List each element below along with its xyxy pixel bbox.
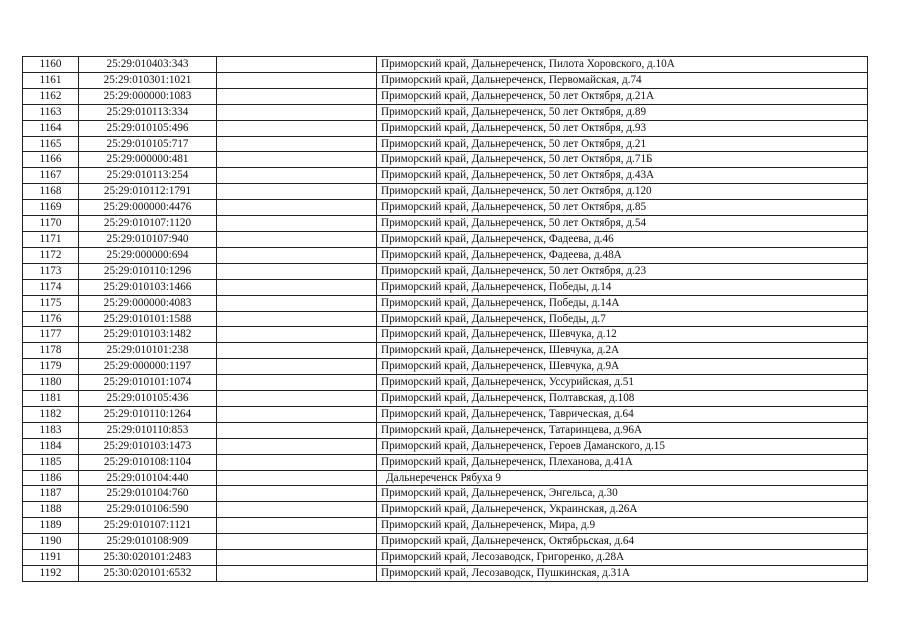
address-cell: Приморский край, Дальнереченск, Фадеева, д.46 — [377, 231, 868, 247]
table-row — [23, 518, 868, 534]
empty-cell — [217, 279, 377, 295]
table-row — [23, 57, 868, 73]
empty-cell — [217, 200, 377, 216]
row-number-cell: 1192 — [23, 566, 79, 582]
empty-cell — [217, 72, 377, 88]
row-number-cell: 1178 — [23, 343, 79, 359]
address-cell: Приморский край, Дальнереченск, Плеханова, д.41А — [377, 454, 868, 470]
table-row — [23, 136, 868, 152]
address-cell: Приморский край, Лесозаводск, Григоренко, д.28А — [377, 550, 868, 566]
cadastral-number-cell: 25:29:010110:1296 — [79, 263, 217, 279]
row-number-cell: 1170 — [23, 216, 79, 232]
address-cell: Приморский край, Дальнереченск, Героев Даманского, д.15 — [377, 438, 868, 454]
table-row — [23, 486, 868, 502]
empty-cell — [217, 454, 377, 470]
address-cell: Приморский край, Дальнереченск, 50 лет Октября, д.43А — [377, 168, 868, 184]
cadastral-number-cell: 25:29:010106:590 — [79, 502, 217, 518]
row-number-cell: 1174 — [23, 279, 79, 295]
empty-cell — [217, 136, 377, 152]
table-row — [23, 438, 868, 454]
table-row — [23, 216, 868, 232]
address-cell: Приморский край, Дальнереченск, Таврическая, д.64 — [377, 406, 868, 422]
table-row — [23, 375, 868, 391]
cadastral-number-cell: 25:29:010105:496 — [79, 120, 217, 136]
cadastral-number-cell: 25:29:010103:1482 — [79, 327, 217, 343]
empty-cell — [217, 327, 377, 343]
table-row — [23, 550, 868, 566]
row-number-cell: 1175 — [23, 295, 79, 311]
empty-cell — [217, 57, 377, 73]
empty-cell — [217, 566, 377, 582]
address-cell: Дальнереченск Рябуха 9 — [377, 470, 868, 486]
table-row — [23, 184, 868, 200]
cadastral-number-cell: 25:29:010110:853 — [79, 422, 217, 438]
row-number-cell: 1168 — [23, 184, 79, 200]
row-number-cell: 1173 — [23, 263, 79, 279]
address-cell: Приморский край, Дальнереченск, 50 лет Октября, д.21А — [377, 88, 868, 104]
document-page — [22, 56, 867, 582]
row-number-cell: 1180 — [23, 375, 79, 391]
cadastral-number-cell: 25:29:010108:1104 — [79, 454, 217, 470]
cadastral-number-cell: 25:29:010113:254 — [79, 168, 217, 184]
address-cell: Приморский край, Дальнереченск, Победы, д.14А — [377, 295, 868, 311]
address-cell: Приморский край, Дальнереченск, 50 лет Октября, д.21 — [377, 136, 868, 152]
cadastral-number-cell: 25:29:010105:717 — [79, 136, 217, 152]
table-row — [23, 168, 868, 184]
address-cell: Приморский край, Дальнереченск, 50 лет Октября, д.93 — [377, 120, 868, 136]
empty-cell — [217, 534, 377, 550]
row-number-cell: 1183 — [23, 422, 79, 438]
address-cell: Приморский край, Дальнереченск, 50 лет Октября, д.89 — [377, 104, 868, 120]
table-row — [23, 200, 868, 216]
address-cell: Приморский край, Дальнереченск, Татаринцева, д.96А — [377, 422, 868, 438]
address-cell: Приморский край, Лесозаводск, Пушкинская, д.31А — [377, 566, 868, 582]
cadastral-number-cell: 25:29:010105:436 — [79, 391, 217, 407]
cadastral-number-cell: 25:29:010103:1466 — [79, 279, 217, 295]
row-number-cell: 1162 — [23, 88, 79, 104]
row-number-cell: 1160 — [23, 57, 79, 73]
empty-cell — [217, 343, 377, 359]
table-row — [23, 279, 868, 295]
row-number-cell: 1185 — [23, 454, 79, 470]
cadastral-number-cell: 25:29:010101:1074 — [79, 375, 217, 391]
cadastral-number-cell: 25:29:010110:1264 — [79, 406, 217, 422]
cadastral-number-cell: 25:30:020101:6532 — [79, 566, 217, 582]
row-number-cell: 1182 — [23, 406, 79, 422]
empty-cell — [217, 406, 377, 422]
row-number-cell: 1186 — [23, 470, 79, 486]
cadastral-number-cell: 25:29:010104:440 — [79, 470, 217, 486]
empty-cell — [217, 263, 377, 279]
row-number-cell: 1166 — [23, 152, 79, 168]
cadastral-number-cell: 25:29:010113:334 — [79, 104, 217, 120]
empty-cell — [217, 104, 377, 120]
empty-cell — [217, 295, 377, 311]
row-number-cell: 1172 — [23, 247, 79, 263]
address-cell: Приморский край, Дальнереченск, Уссурийская, д.51 — [377, 375, 868, 391]
cadastral-number-cell: 25:29:010103:1473 — [79, 438, 217, 454]
cadastral-number-cell: 25:29:010403:343 — [79, 57, 217, 73]
row-number-cell: 1188 — [23, 502, 79, 518]
row-number-cell: 1179 — [23, 359, 79, 375]
row-number-cell: 1190 — [23, 534, 79, 550]
row-number-cell: 1161 — [23, 72, 79, 88]
empty-cell — [217, 184, 377, 200]
address-cell: Приморский край, Дальнереченск, 50 лет Октября, д.85 — [377, 200, 868, 216]
address-cell: Приморский край, Дальнереченск, Энгельса, д.30 — [377, 486, 868, 502]
address-cell: Приморский край, Дальнереченск, Пилота Хоровского, д.10А — [377, 57, 868, 73]
table-row — [23, 327, 868, 343]
row-number-cell: 1176 — [23, 311, 79, 327]
table-row — [23, 502, 868, 518]
empty-cell — [217, 422, 377, 438]
row-number-cell: 1177 — [23, 327, 79, 343]
cadastral-number-cell: 25:29:010108:909 — [79, 534, 217, 550]
address-cell: Приморский край, Дальнереченск, Победы, д.14 — [377, 279, 868, 295]
cadastral-number-cell: 25:29:000000:1083 — [79, 88, 217, 104]
table-row — [23, 391, 868, 407]
empty-cell — [217, 486, 377, 502]
property-table-body — [23, 57, 868, 582]
table-row — [23, 263, 868, 279]
table-row — [23, 295, 868, 311]
cadastral-number-cell: 25:29:010301:1021 — [79, 72, 217, 88]
empty-cell — [217, 502, 377, 518]
row-number-cell: 1189 — [23, 518, 79, 534]
table-row — [23, 470, 868, 486]
empty-cell — [217, 216, 377, 232]
address-cell: Приморский край, Дальнереченск, Октябрьская, д.64 — [377, 534, 868, 550]
property-table — [22, 56, 868, 582]
empty-cell — [217, 247, 377, 263]
address-cell: Приморский край, Дальнереченск, Полтавская, д.108 — [377, 391, 868, 407]
address-cell: Приморский край, Дальнереченск, Фадеева, д.48А — [377, 247, 868, 263]
empty-cell — [217, 518, 377, 534]
row-number-cell: 1165 — [23, 136, 79, 152]
cadastral-number-cell: 25:30:020101:2483 — [79, 550, 217, 566]
table-row — [23, 231, 868, 247]
cadastral-number-cell: 25:29:000000:481 — [79, 152, 217, 168]
row-number-cell: 1181 — [23, 391, 79, 407]
empty-cell — [217, 391, 377, 407]
cadastral-number-cell: 25:29:010107:940 — [79, 231, 217, 247]
table-row — [23, 534, 868, 550]
table-row — [23, 422, 868, 438]
empty-cell — [217, 438, 377, 454]
empty-cell — [217, 359, 377, 375]
empty-cell — [217, 88, 377, 104]
address-cell: Приморский край, Дальнереченск, Первомайская, д.74 — [377, 72, 868, 88]
empty-cell — [217, 375, 377, 391]
cadastral-number-cell: 25:29:010101:1588 — [79, 311, 217, 327]
cadastral-number-cell: 25:29:000000:4476 — [79, 200, 217, 216]
row-number-cell: 1163 — [23, 104, 79, 120]
address-cell: Приморский край, Дальнереченск, Шевчука, д.9А — [377, 359, 868, 375]
address-cell: Приморский край, Дальнереченск, Украинская, д.26А — [377, 502, 868, 518]
address-cell: Приморский край, Дальнереченск, Мира, д.9 — [377, 518, 868, 534]
address-cell: Приморский край, Дальнереченск, Шевчука, д.2А — [377, 343, 868, 359]
table-row — [23, 359, 868, 375]
row-number-cell: 1167 — [23, 168, 79, 184]
address-cell: Приморский край, Дальнереченск, 50 лет Октября, д.120 — [377, 184, 868, 200]
address-cell: Приморский край, Дальнереченск, 50 лет Октября, д.71Б — [377, 152, 868, 168]
empty-cell — [217, 152, 377, 168]
cadastral-number-cell: 25:29:000000:4083 — [79, 295, 217, 311]
empty-cell — [217, 231, 377, 247]
address-cell: Приморский край, Дальнереченск, Шевчука, д.12 — [377, 327, 868, 343]
empty-cell — [217, 470, 377, 486]
address-cell: Приморский край, Дальнереченск, Победы, д.7 — [377, 311, 868, 327]
table-row — [23, 566, 868, 582]
table-row — [23, 311, 868, 327]
table-row — [23, 72, 868, 88]
cadastral-number-cell: 25:29:010107:1121 — [79, 518, 217, 534]
table-row — [23, 343, 868, 359]
empty-cell — [217, 168, 377, 184]
cadastral-number-cell: 25:29:000000:694 — [79, 247, 217, 263]
address-cell: Приморский край, Дальнереченск, 50 лет Октября, д.54 — [377, 216, 868, 232]
table-row — [23, 454, 868, 470]
row-number-cell: 1164 — [23, 120, 79, 136]
row-number-cell: 1169 — [23, 200, 79, 216]
row-number-cell: 1171 — [23, 231, 79, 247]
cadastral-number-cell: 25:29:010101:238 — [79, 343, 217, 359]
table-row — [23, 88, 868, 104]
row-number-cell: 1191 — [23, 550, 79, 566]
empty-cell — [217, 311, 377, 327]
address-cell: Приморский край, Дальнереченск, 50 лет Октября, д.23 — [377, 263, 868, 279]
table-row — [23, 104, 868, 120]
row-number-cell: 1184 — [23, 438, 79, 454]
cadastral-number-cell: 25:29:000000:1197 — [79, 359, 217, 375]
empty-cell — [217, 550, 377, 566]
row-number-cell: 1187 — [23, 486, 79, 502]
empty-cell — [217, 120, 377, 136]
table-row — [23, 406, 868, 422]
table-row — [23, 152, 868, 168]
cadastral-number-cell: 25:29:010107:1120 — [79, 216, 217, 232]
cadastral-number-cell: 25:29:010104:760 — [79, 486, 217, 502]
table-row — [23, 247, 868, 263]
cadastral-number-cell: 25:29:010112:1791 — [79, 184, 217, 200]
table-row — [23, 120, 868, 136]
